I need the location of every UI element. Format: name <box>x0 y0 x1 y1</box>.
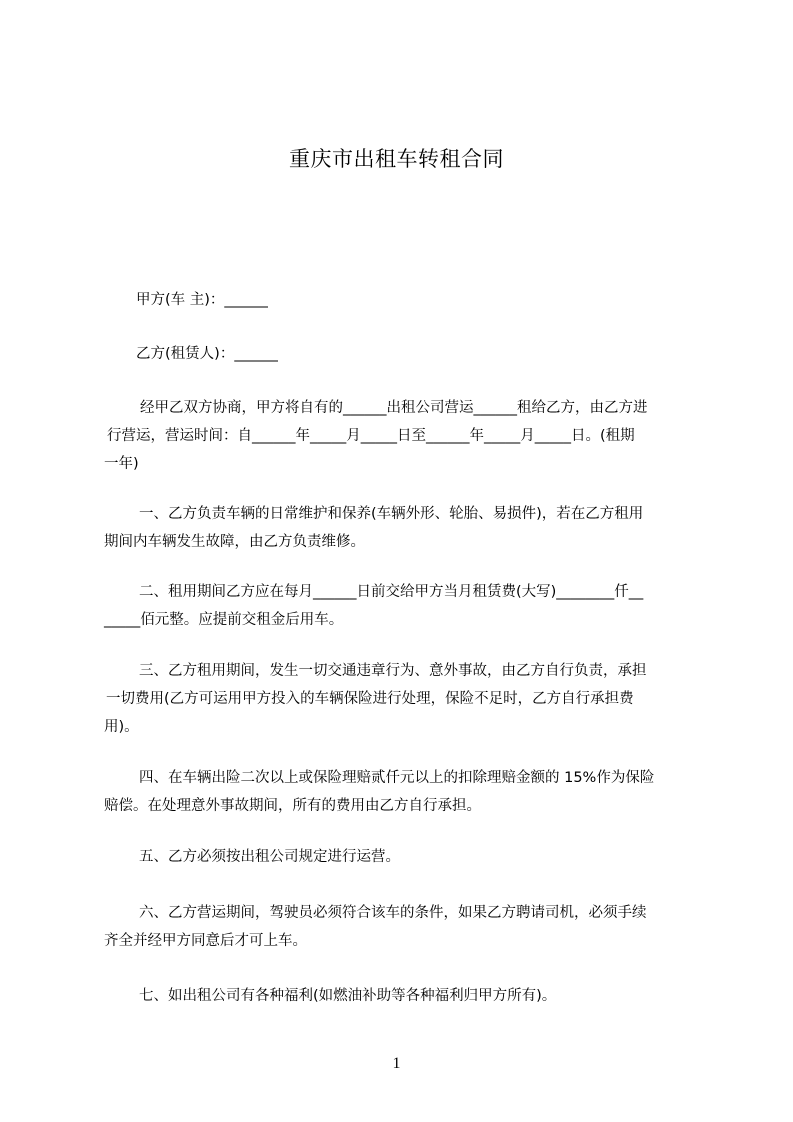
intro-line-3: 一年) <box>104 456 139 472</box>
clause-6-line-1: 六、乙方营运期间，驾驶员必须符合该车的条件，如果乙方聘请司机，必须手续 <box>139 905 647 921</box>
party-a-line: 甲方(车 主)：______ <box>136 292 268 308</box>
clause-2-line-2: _____佰元整。应提前交租金后用车。 <box>104 612 344 628</box>
clause-6-line-2: 齐全并经甲方同意后才可上车。 <box>104 933 307 949</box>
clause-5-line-1: 五、乙方必须按出租公司规定进行运营。 <box>139 849 400 865</box>
intro-line-2: 行营运，营运时间：自______年_____月_____日至______年_____月_____日。(租期 <box>107 428 635 444</box>
clause-1-line-2: 期间内车辆发生故障，由乙方负责维修。 <box>104 534 365 550</box>
clause-4-line-2: 赔偿。在处理意外事故期间，所有的费用由乙方自行承担。 <box>104 798 481 814</box>
document-title: 重庆市出租车转租合同 <box>289 147 504 171</box>
clause-3-line-1: 三、乙方租用期间，发生一切交通违章行为、意外事故，由乙方自行负责，承担 <box>139 663 647 679</box>
clause-2-line-1: 二、租用期间乙方应在每月______日前交给甲方当月租赁费(大写)________仟__ <box>139 584 644 600</box>
page-number: 1 <box>392 1055 401 1072</box>
clause-1-line-1: 一、乙方负责车辆的日常维护和保养(车辆外形、轮胎、易损件)，若在乙方租用 <box>139 506 644 522</box>
clause-3-line-2: 一切费用(乙方可运用甲方投入的车辆保险进行处理，保险不足时，乙方自行承担费 <box>106 691 634 707</box>
intro-line-1: 经甲乙双方协商，甲方将自有的______出租公司营运______租给乙方，由乙方进 <box>140 400 648 416</box>
party-b-line: 乙方(租赁人)：______ <box>136 346 278 362</box>
clause-7-line-1: 七、如出租公司有各种福利(如燃油补助等各种福利归甲方所有)。 <box>139 988 557 1004</box>
clause-3-line-3: 用)。 <box>104 719 139 735</box>
clause-4-line-1: 四、在车辆出险二次以上或保险理赔贰仟元以上的扣除理赔金额的 15%作为保险 <box>139 770 655 786</box>
